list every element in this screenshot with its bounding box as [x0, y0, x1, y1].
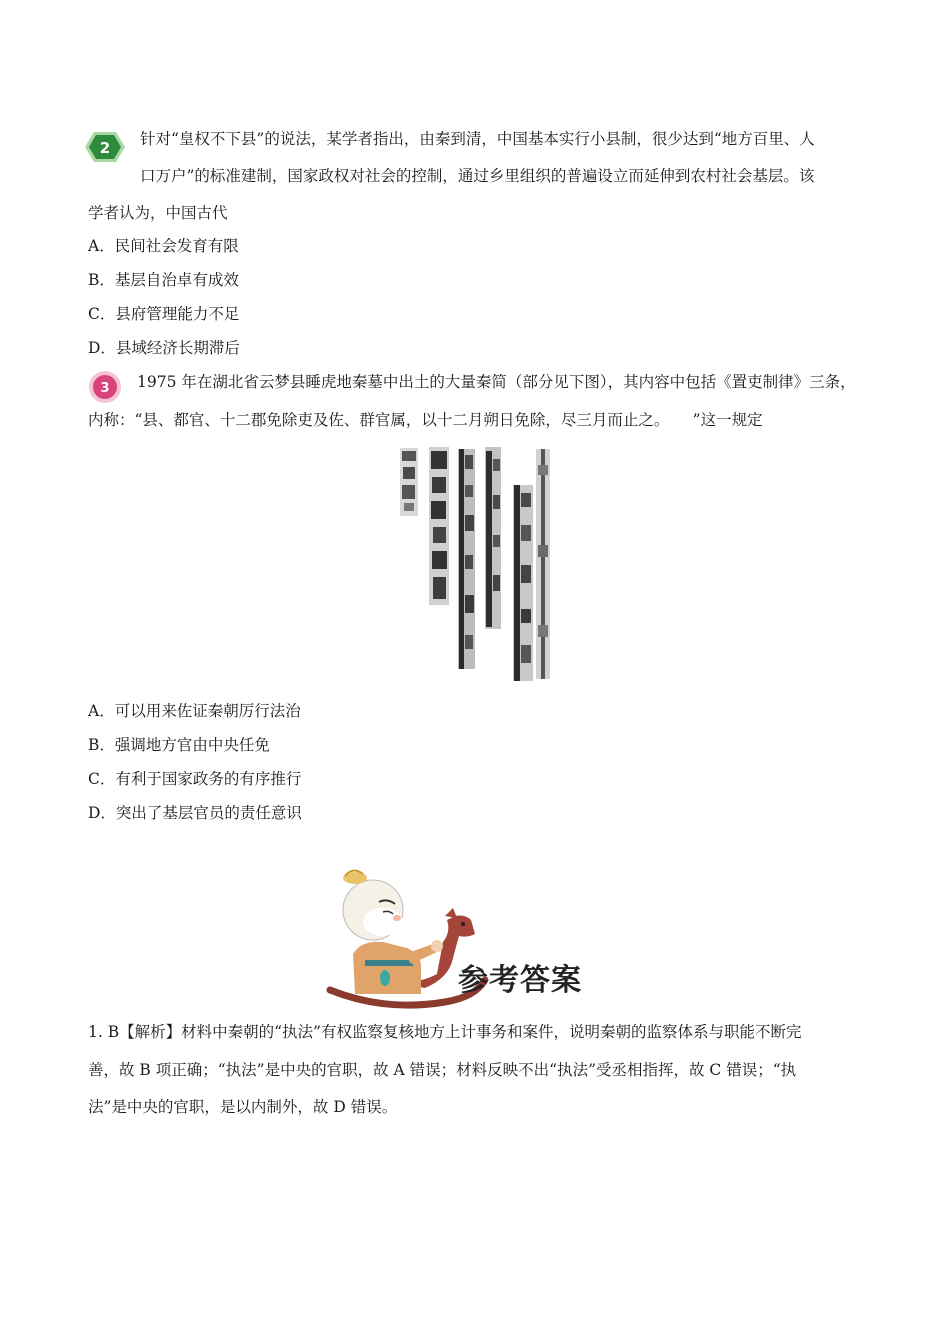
- q2-option-a: A．民间社会发育有限: [88, 237, 239, 255]
- answer-section-heading: 参考答案: [458, 963, 582, 998]
- question-2-badge-icon: [84, 130, 126, 164]
- q3-option-a: A．可以用来佐证秦朝厉行法治: [88, 702, 301, 720]
- q3-stem-line-2: 内称：“县、都官、十二郡免除吏及佐、群官属，以十二月朔日免除，尽三月而止之。 ”这一规定: [88, 411, 763, 429]
- q3-stem-line-1: 1975 年在湖北省云梦县睡虎地秦墓中出土的大量秦简（部分见下图），其内容中包括《置吏制律》三条，: [137, 373, 856, 391]
- question-3-badge-icon: [87, 370, 123, 404]
- q2-stem-line-2: 口万户”的标准建制，国家政权对社会的控制，通过乡里组织的普遍设立而延伸到农村社会基层。该: [140, 167, 815, 185]
- qin-bamboo-slips-image: [393, 445, 558, 685]
- q2-option-d: D．县域经济长期滞后: [88, 339, 240, 357]
- question-2-number: 2: [99, 139, 111, 157]
- q2-option-c: C．县府管理能力不足: [88, 305, 240, 323]
- q2-option-b: B．基层自治卓有成效: [88, 271, 239, 289]
- question-3-number: 3: [100, 381, 110, 396]
- answer-line-2: 善，故 B 项正确；“执法”是中央的官职，故 A 错误；材料反映不出“执法”受丞相指挥，故 C 错误；“执: [88, 1061, 797, 1079]
- q3-option-c: C．有利于国家政务的有序推行: [88, 770, 302, 788]
- q2-stem-line-3: 学者认为，中国古代: [88, 204, 228, 222]
- answer-line-3: 法”是中央的官职，是以内制外，故 D 错误。: [88, 1098, 398, 1116]
- q2-stem-line-1: 针对“皇权不下县”的说法，某学者指出，由秦到清，中国基本实行小县制，很少达到“地方百里、人: [140, 130, 815, 148]
- answer-line-1: 1. B【解析】材料中秦朝的“执法”有权监察复核地方上计事务和案件，说明秦朝的监察体系与职能不断完: [88, 1023, 802, 1041]
- q3-option-b: B．强调地方官由中央任免: [88, 736, 270, 754]
- q3-option-d: D．突出了基层官员的责任意识: [88, 804, 302, 822]
